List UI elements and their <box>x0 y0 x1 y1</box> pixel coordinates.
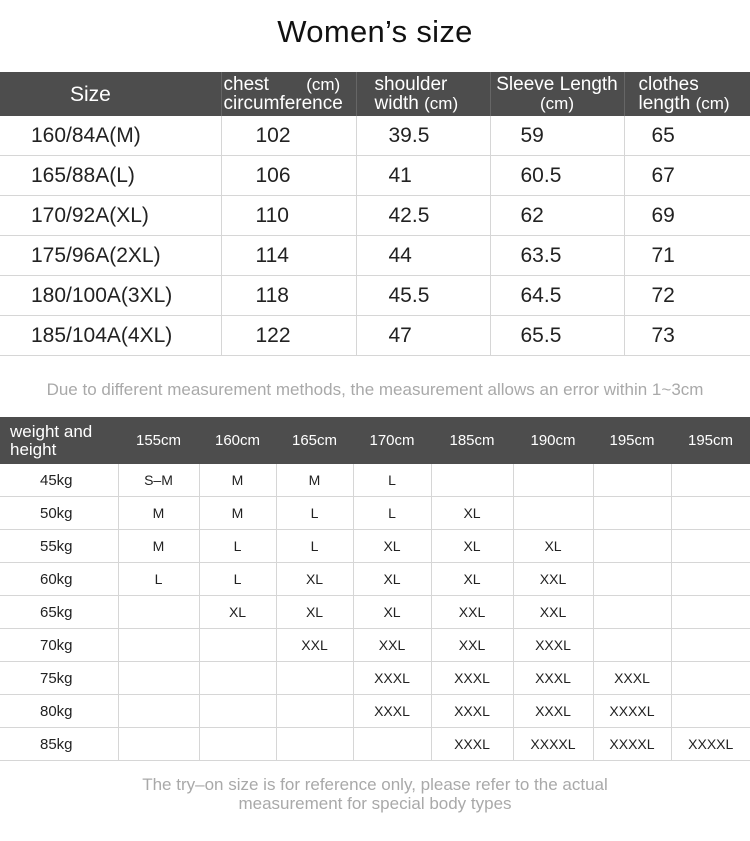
header-sleeve-line1: Sleeve Length <box>496 74 618 95</box>
cell-weight: 50kg <box>0 497 118 530</box>
cell-recommended-size: XL <box>353 530 431 563</box>
cell-recommended-size: XXL <box>276 629 353 662</box>
header-chest-line2: circumference <box>223 93 343 114</box>
cell-chest: 122 <box>221 316 356 356</box>
cell-recommended-size: XXXL <box>431 662 513 695</box>
cell-weight: 85kg <box>0 728 118 761</box>
header-height: 165cm <box>276 417 353 464</box>
cell-weight: 60kg <box>0 563 118 596</box>
cell-recommended-size: XXXXL <box>593 728 671 761</box>
cell-recommended-size: M <box>199 464 276 497</box>
cell-recommended-size: M <box>276 464 353 497</box>
cell-shoulder: 42.5 <box>356 196 490 236</box>
cell-chest: 118 <box>221 276 356 316</box>
cell-recommended-size: L <box>276 530 353 563</box>
cell-size: 185/104A(4XL) <box>0 316 221 356</box>
cell-recommended-size: XXXXL <box>513 728 593 761</box>
header-shoulder-unit: (cm) <box>424 94 459 113</box>
cell-chest: 106 <box>221 156 356 196</box>
cell-recommended-size <box>118 728 199 761</box>
cell-chest: 110 <box>221 196 356 236</box>
cell-recommended-size <box>276 728 353 761</box>
cell-recommended-size <box>593 596 671 629</box>
cell-recommended-size <box>199 629 276 662</box>
page-title: Women’s size <box>277 14 473 49</box>
header-clothes-unit: (cm) <box>695 94 730 113</box>
cell-recommended-size <box>593 530 671 563</box>
cell-size: 160/84A(M) <box>0 116 221 156</box>
cell-recommended-size: XXL <box>431 629 513 662</box>
header-wh-line1: weight and <box>10 421 93 441</box>
weight-table-row <box>0 563 750 596</box>
cell-recommended-size <box>118 695 199 728</box>
cell-recommended-size <box>671 662 750 695</box>
cell-clothes: 71 <box>624 236 750 276</box>
cell-weight: 55kg <box>0 530 118 563</box>
header-shoulder-width <box>356 72 490 116</box>
cell-recommended-size: XXL <box>513 596 593 629</box>
cell-recommended-size: XXXL <box>593 662 671 695</box>
cell-size: 175/96A(2XL) <box>0 236 221 276</box>
cell-recommended-size: M <box>118 497 199 530</box>
cell-recommended-size: XXL <box>513 563 593 596</box>
cell-recommended-size: XL <box>276 596 353 629</box>
header-weight-and-height <box>0 417 118 464</box>
cell-shoulder: 39.5 <box>356 116 490 156</box>
cell-weight: 45kg <box>0 464 118 497</box>
size-table-body <box>0 116 750 356</box>
header-chest-line1: chest <box>223 74 269 95</box>
header-height: 170cm <box>353 417 431 464</box>
size-measurement-table <box>0 72 750 356</box>
weight-table-row <box>0 629 750 662</box>
cell-recommended-size: L <box>353 497 431 530</box>
cell-recommended-size <box>671 695 750 728</box>
header-wh-line2: height <box>10 439 57 459</box>
cell-recommended-size <box>199 695 276 728</box>
cell-recommended-size: L <box>199 530 276 563</box>
cell-sleeve: 60.5 <box>490 156 624 196</box>
header-height: 195cm <box>671 417 750 464</box>
cell-recommended-size <box>671 629 750 662</box>
cell-recommended-size: L <box>353 464 431 497</box>
header-height: 155cm <box>118 417 199 464</box>
cell-weight: 80kg <box>0 695 118 728</box>
size-table-row <box>0 236 750 276</box>
reference-note-line2: measurement for special body types <box>238 794 512 813</box>
cell-recommended-size <box>671 497 750 530</box>
cell-recommended-size <box>671 563 750 596</box>
cell-recommended-size <box>593 497 671 530</box>
cell-recommended-size: XL <box>353 563 431 596</box>
cell-recommended-size: M <box>118 530 199 563</box>
weight-table-row <box>0 728 750 761</box>
cell-recommended-size <box>513 464 593 497</box>
cell-recommended-size <box>671 596 750 629</box>
header-height: 195cm <box>593 417 671 464</box>
weight-table-header-row <box>0 417 750 464</box>
cell-recommended-size <box>118 629 199 662</box>
size-table-row <box>0 316 750 356</box>
cell-recommended-size: XL <box>276 563 353 596</box>
cell-recommended-size <box>671 464 750 497</box>
cell-recommended-size: XL <box>513 530 593 563</box>
cell-clothes: 72 <box>624 276 750 316</box>
cell-recommended-size <box>276 695 353 728</box>
cell-sleeve: 63.5 <box>490 236 624 276</box>
cell-recommended-size <box>353 728 431 761</box>
weight-table-row <box>0 695 750 728</box>
cell-recommended-size: XXXL <box>431 728 513 761</box>
cell-recommended-size: XXL <box>431 596 513 629</box>
cell-recommended-size: XXXL <box>513 695 593 728</box>
cell-chest: 102 <box>221 116 356 156</box>
cell-recommended-size <box>593 629 671 662</box>
weight-table-row <box>0 464 750 497</box>
cell-shoulder: 41 <box>356 156 490 196</box>
cell-recommended-size: XXXXL <box>593 695 671 728</box>
cell-weight: 75kg <box>0 662 118 695</box>
cell-weight: 65kg <box>0 596 118 629</box>
cell-weight: 70kg <box>0 629 118 662</box>
cell-shoulder: 44 <box>356 236 490 276</box>
size-table-row <box>0 156 750 196</box>
cell-shoulder: 45.5 <box>356 276 490 316</box>
cell-recommended-size <box>593 464 671 497</box>
cell-recommended-size: XXL <box>353 629 431 662</box>
size-table-row <box>0 276 750 316</box>
cell-recommended-size <box>276 662 353 695</box>
weight-table-row <box>0 497 750 530</box>
cell-size: 165/88A(L) <box>0 156 221 196</box>
cell-recommended-size <box>431 464 513 497</box>
weight-table-row <box>0 662 750 695</box>
weight-table-body <box>0 464 750 761</box>
cell-recommended-size: XXXXL <box>671 728 750 761</box>
cell-recommended-size <box>513 497 593 530</box>
header-clothes-length <box>624 72 750 116</box>
cell-recommended-size <box>671 530 750 563</box>
cell-recommended-size: XXXL <box>353 662 431 695</box>
header-clothes-line2: length <box>638 93 691 114</box>
cell-clothes: 73 <box>624 316 750 356</box>
cell-clothes: 69 <box>624 196 750 236</box>
cell-recommended-size: XXXL <box>513 662 593 695</box>
cell-recommended-size <box>199 728 276 761</box>
cell-recommended-size: L <box>276 497 353 530</box>
cell-sleeve: 62 <box>490 196 624 236</box>
weight-table-row <box>0 530 750 563</box>
cell-sleeve: 64.5 <box>490 276 624 316</box>
size-table-row <box>0 116 750 156</box>
cell-size: 170/92A(XL) <box>0 196 221 236</box>
weight-table-row <box>0 596 750 629</box>
header-shoulder-line2: width <box>374 93 419 114</box>
cell-recommended-size: L <box>118 563 199 596</box>
cell-chest: 114 <box>221 236 356 276</box>
cell-clothes: 65 <box>624 116 750 156</box>
header-chest-unit: (cm) <box>306 75 341 94</box>
cell-recommended-size: XXXL <box>353 695 431 728</box>
header-sleeve-unit: (cm) <box>540 94 574 113</box>
size-table-row <box>0 196 750 236</box>
cell-recommended-size: XL <box>431 563 513 596</box>
cell-recommended-size: XL <box>431 497 513 530</box>
header-shoulder-line1: shoulder <box>374 74 448 95</box>
cell-recommended-size: XL <box>199 596 276 629</box>
header-chest-circumference <box>221 72 356 116</box>
weight-height-table <box>0 417 750 761</box>
cell-recommended-size: M <box>199 497 276 530</box>
header-height: 190cm <box>513 417 593 464</box>
cell-recommended-size: XXXL <box>431 695 513 728</box>
cell-recommended-size: L <box>199 563 276 596</box>
cell-recommended-size: XXXL <box>513 629 593 662</box>
header-height: 185cm <box>431 417 513 464</box>
cell-shoulder: 47 <box>356 316 490 356</box>
size-table-header-row <box>0 72 750 116</box>
cell-recommended-size: XL <box>431 530 513 563</box>
cell-recommended-size <box>118 662 199 695</box>
cell-sleeve: 59 <box>490 116 624 156</box>
header-sleeve-length <box>490 72 624 116</box>
cell-recommended-size <box>593 563 671 596</box>
header-height: 160cm <box>199 417 276 464</box>
measurement-note: Due to different measurement methods, the measurement allows an error within 1~3cm <box>46 380 704 399</box>
cell-recommended-size <box>199 662 276 695</box>
cell-sleeve: 65.5 <box>490 316 624 356</box>
cell-recommended-size <box>118 596 199 629</box>
cell-size: 180/100A(3XL) <box>0 276 221 316</box>
reference-note-line1: The try–on size is for reference only, please refer to the actual <box>142 775 608 794</box>
cell-clothes: 67 <box>624 156 750 196</box>
cell-recommended-size: XL <box>353 596 431 629</box>
cell-recommended-size: S–M <box>118 464 199 497</box>
header-clothes-line1: clothes <box>638 74 699 95</box>
header-size: Size <box>0 72 221 116</box>
reference-note <box>0 775 750 813</box>
